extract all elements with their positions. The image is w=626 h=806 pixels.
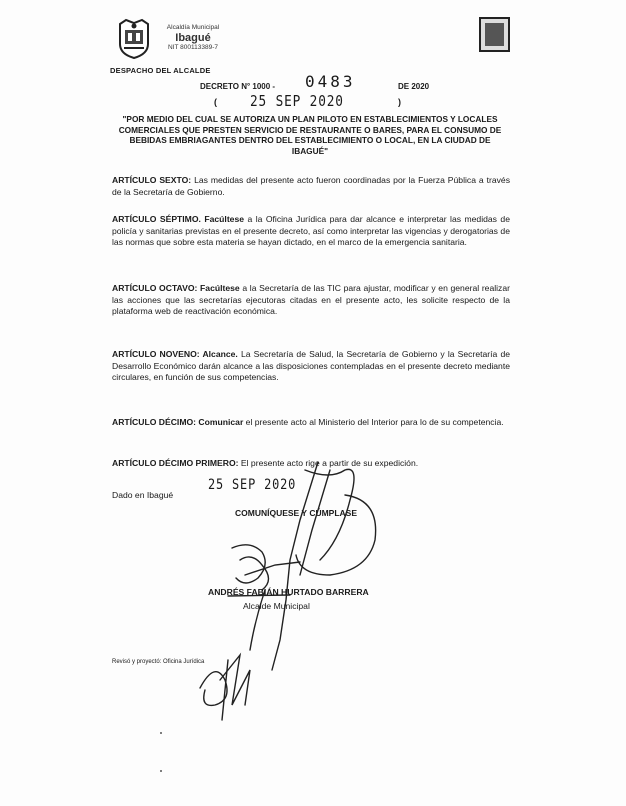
closing-date: 25 SEP 2020	[208, 477, 297, 493]
article-text: el presente acto al Ministerio del Interior para lo de su competencia.	[243, 417, 504, 427]
dado-en: Dado en Ibagué	[112, 490, 174, 500]
article-label: ARTÍCULO SÉPTIMO. Facúltese	[112, 214, 245, 224]
comuniquese-cumplase: COMUNÍQUESE Y CÚMPLASE	[235, 508, 358, 518]
paren-close: )	[398, 97, 401, 107]
article-text: a la Oficina Jurídica para dar alcance e interpretar las medidas de policía y sanitarias previstas en el presente decreto, así como interpretar las vigencias y derogatorias de las normas que sobre esta materia se hayan dictado, en el marco de la emergencia sanitaria.	[112, 214, 510, 248]
decree-label: DECRETO N° 1000 -	[200, 82, 276, 91]
reviewed-by: Revisó y proyectó: Oficina Jurídica	[112, 659, 205, 665]
decree-title: "POR MEDIO DEL CUAL SE AUTORIZA UN PLAN PILOTO EN ESTABLECIMIENTOS Y LOCALES COMERCIALES QUE PRESTEN SERVICIO DE RESTAURANTE O BARES, PARA EL CONSUMO DE BEBIDAS EMBRIAGANTES DENTRO DEL ESTABLECIMIENTO O LOCAL, EN LA CIUDAD DE IBAGUÉ"	[118, 114, 502, 156]
article-label: ARTÍCULO OCTAVO: Facúltese	[112, 283, 240, 293]
scan-speck	[160, 770, 162, 772]
article-label: ARTÍCULO DÉCIMO: Comunicar	[112, 417, 244, 427]
article-text: La Secretaría de Salud, la Secretaría de Gobierno y la Secretaría de Desarrollo Económico darán alcance a las disposiciones contempladas en el presente decreto mediante circulares, en función de sus competencias.	[112, 349, 511, 383]
decree-year: DE 2020	[398, 82, 430, 91]
logo-line-1: Alcaldía Municipal	[166, 24, 220, 31]
article-text: a la Secretaría de las TIC para ajustar, modificar y en general realizar las acciones que las secretarías ejecutoras citadas en el presente acto, les solicite respecto de la plataforma web de reactivación económica.	[112, 283, 510, 317]
signer-name: ANDRÉS FABIÁN HURTADO BARRERA	[208, 587, 369, 597]
article-text: Las medidas del presente acto fueron coordinadas por la Fuerza Pública a través de la Secretaría de Gobierno.	[112, 175, 510, 197]
decree-number: 0483	[305, 72, 356, 91]
logo-line-3: NIT 800113389-7	[168, 44, 218, 51]
logo-line-2: Ibagué	[175, 32, 211, 44]
article-text: El presente acto rige a partir de su expedición.	[238, 458, 419, 468]
scan-speck	[160, 732, 162, 734]
article-label: ARTÍCULO NOVENO: Alcance.	[112, 349, 238, 359]
signer-title: Alcalde Municipal	[243, 601, 310, 611]
office-name: DESPACHO DEL ALCALDE	[110, 66, 211, 75]
decree-date: 25 SEP 2020	[250, 92, 344, 110]
article-label: ARTÍCULO DÉCIMO PRIMERO:	[112, 458, 239, 468]
article-label: ARTÍCULO SEXTO:	[112, 175, 192, 185]
paren-open: (	[214, 97, 217, 107]
